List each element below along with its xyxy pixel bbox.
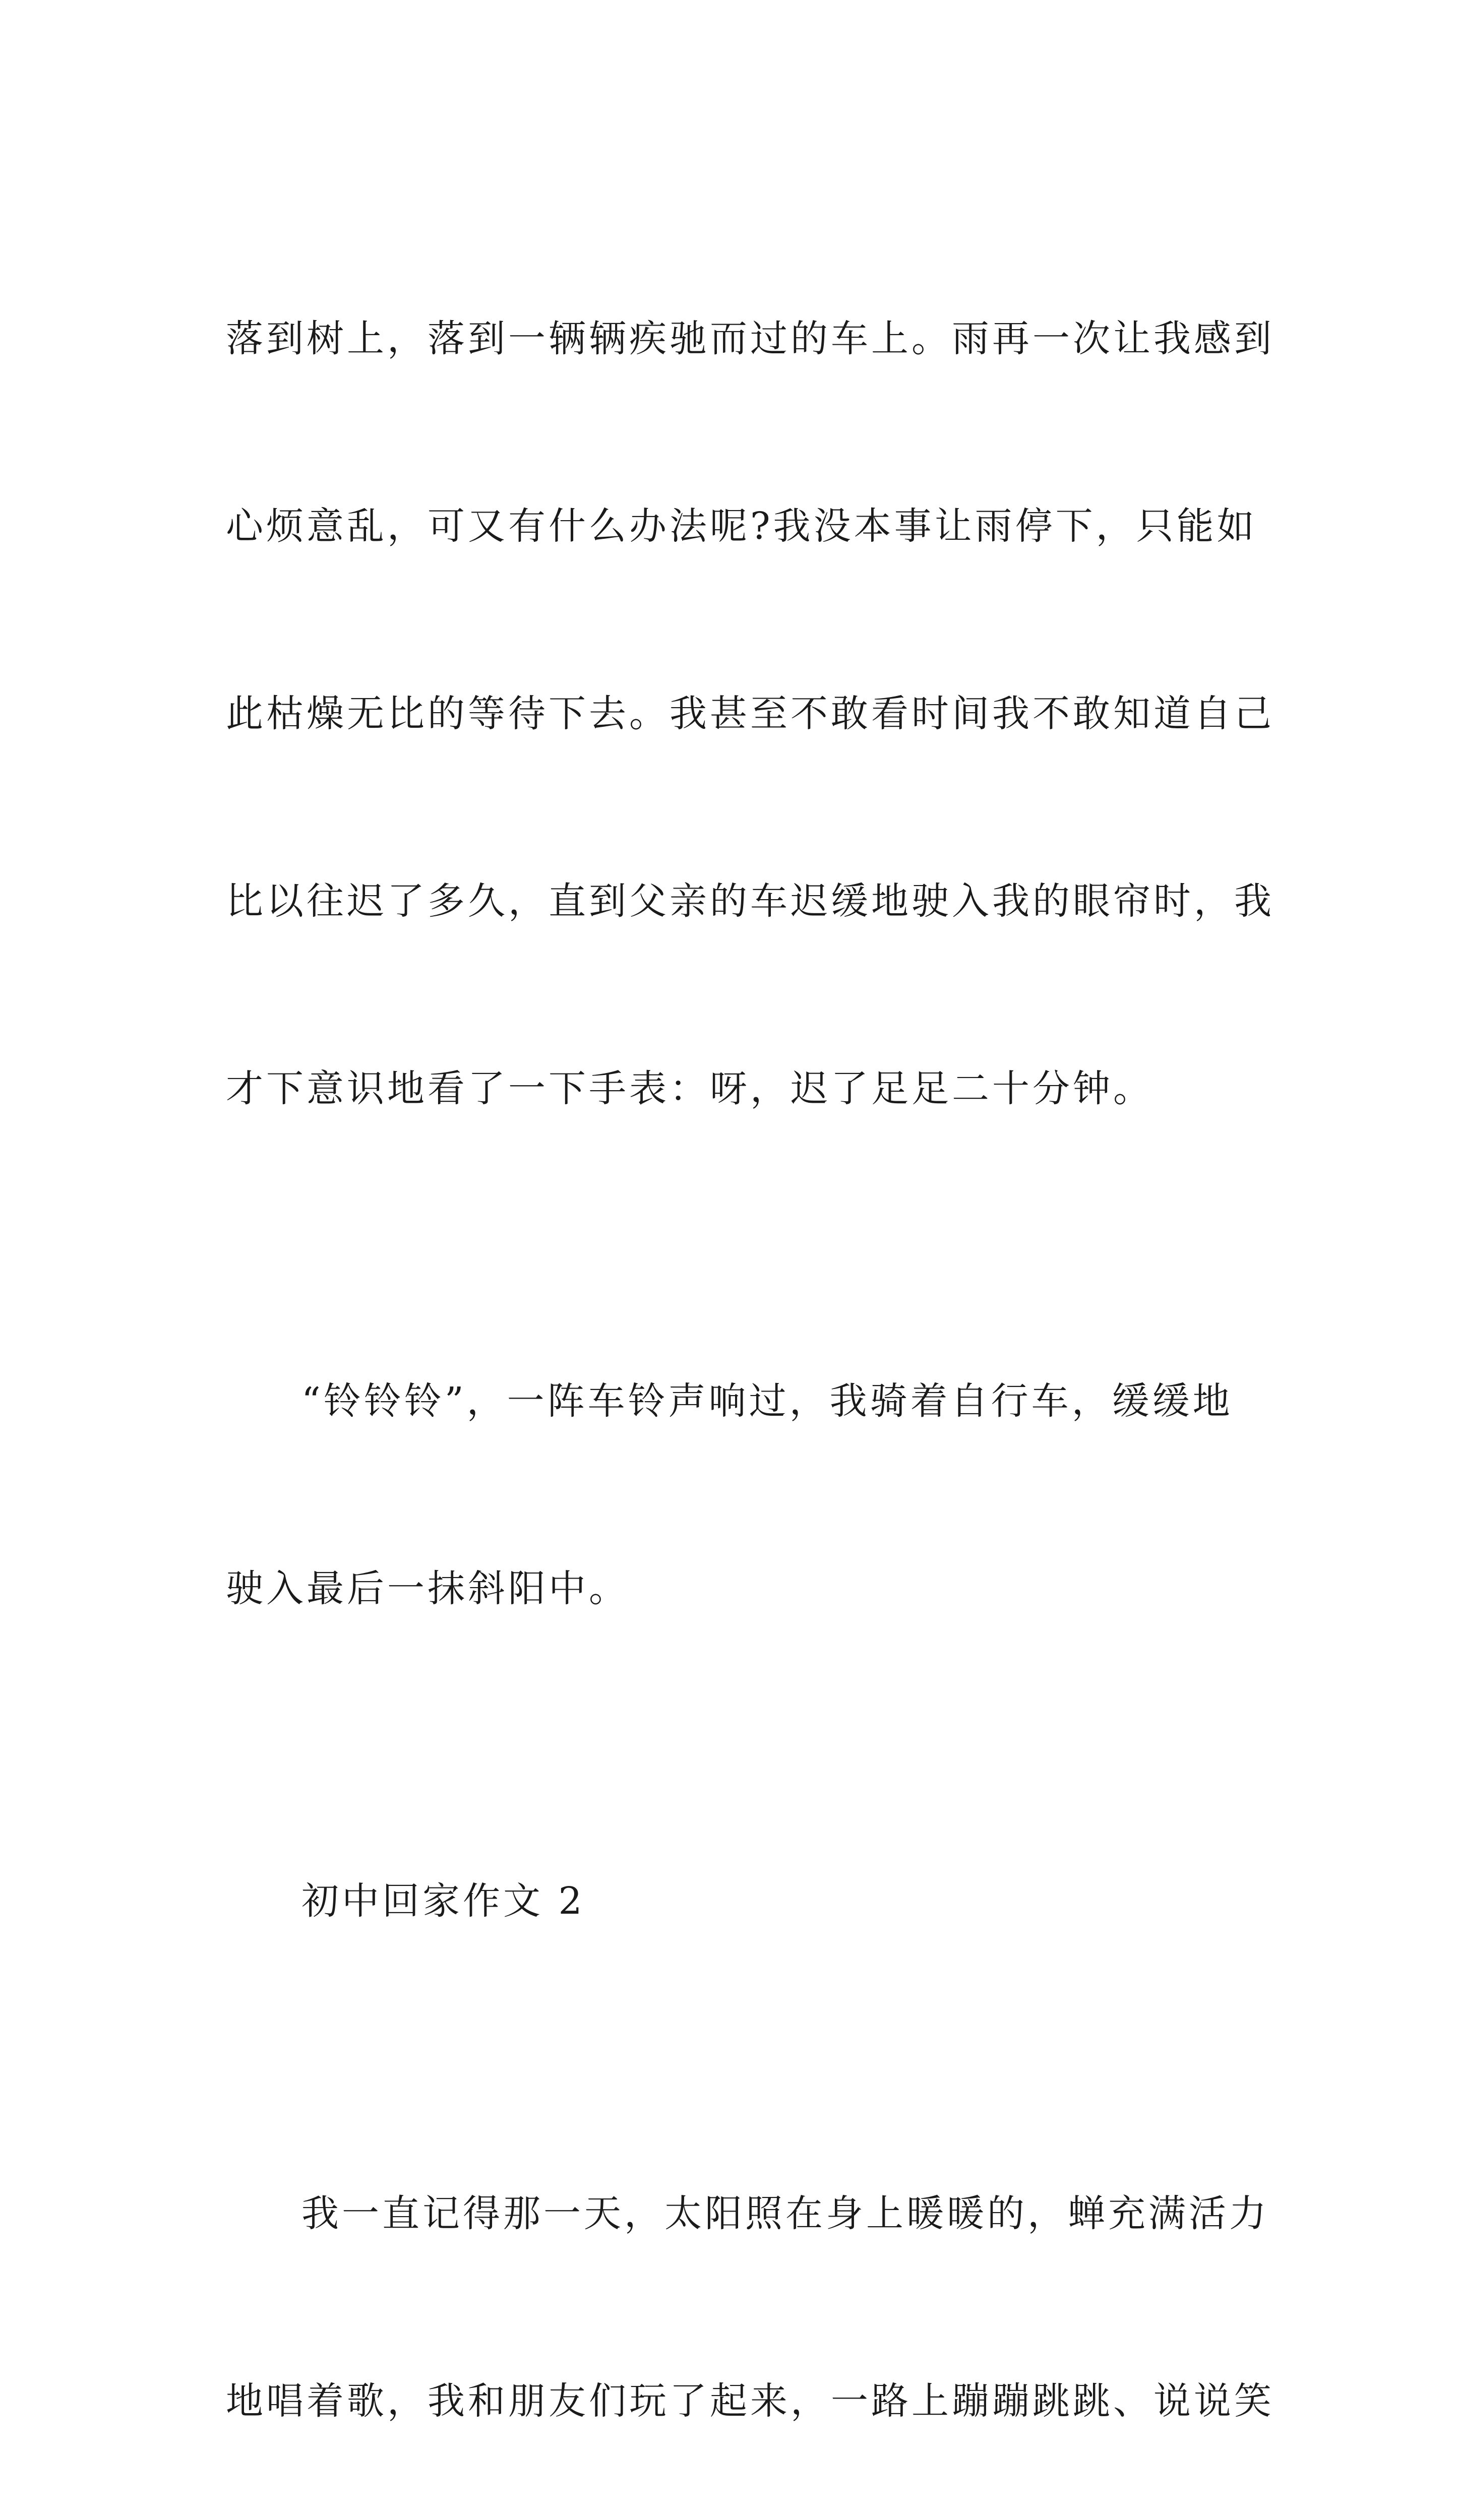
text-line: 此枯燥无比的等待下去。我甚至不敢看时间我不敢知道自己 [226,692,1274,735]
text-line: 驶入最后一抹斜阳中。 [226,1567,629,1610]
text-line: 我一直记得那一天，太阳照在身上暖暖的，蝉充满活力 [301,2192,1269,2235]
heading-line: 初中回家作文 2 [301,1879,585,1923]
text-line: 心烦意乱，可又有什么办法呢?我没本事让雨停下，只能如 [226,505,1257,548]
paragraph-1 [226,182,1274,1245]
text-line: 比以往迟了多久，直到父亲的车迟缓地驶入我的眼帘时，我 [226,879,1274,923]
text-line: “铃铃铃”，一阵车铃声响过，我骑着自行车，缓缓地 [301,1379,1233,1423]
paragraph-3 [226,2057,1274,2520]
paragraph-2 [226,1245,1239,1745]
text-line: 地唱着歌，我和朋友们玩了起来，一路上蹦蹦跳跳、说说笑 [226,2379,1274,2423]
text-line: 落到树上，落到一辆辆疾驰而过的车上。雨再一次让我感到 [226,317,1274,360]
section-heading [226,1745,1239,2057]
text-line: 才下意识地看了一下手表：呀，迟了足足二十分钟。 [226,1067,1153,1110]
document-body [226,182,1274,2520]
